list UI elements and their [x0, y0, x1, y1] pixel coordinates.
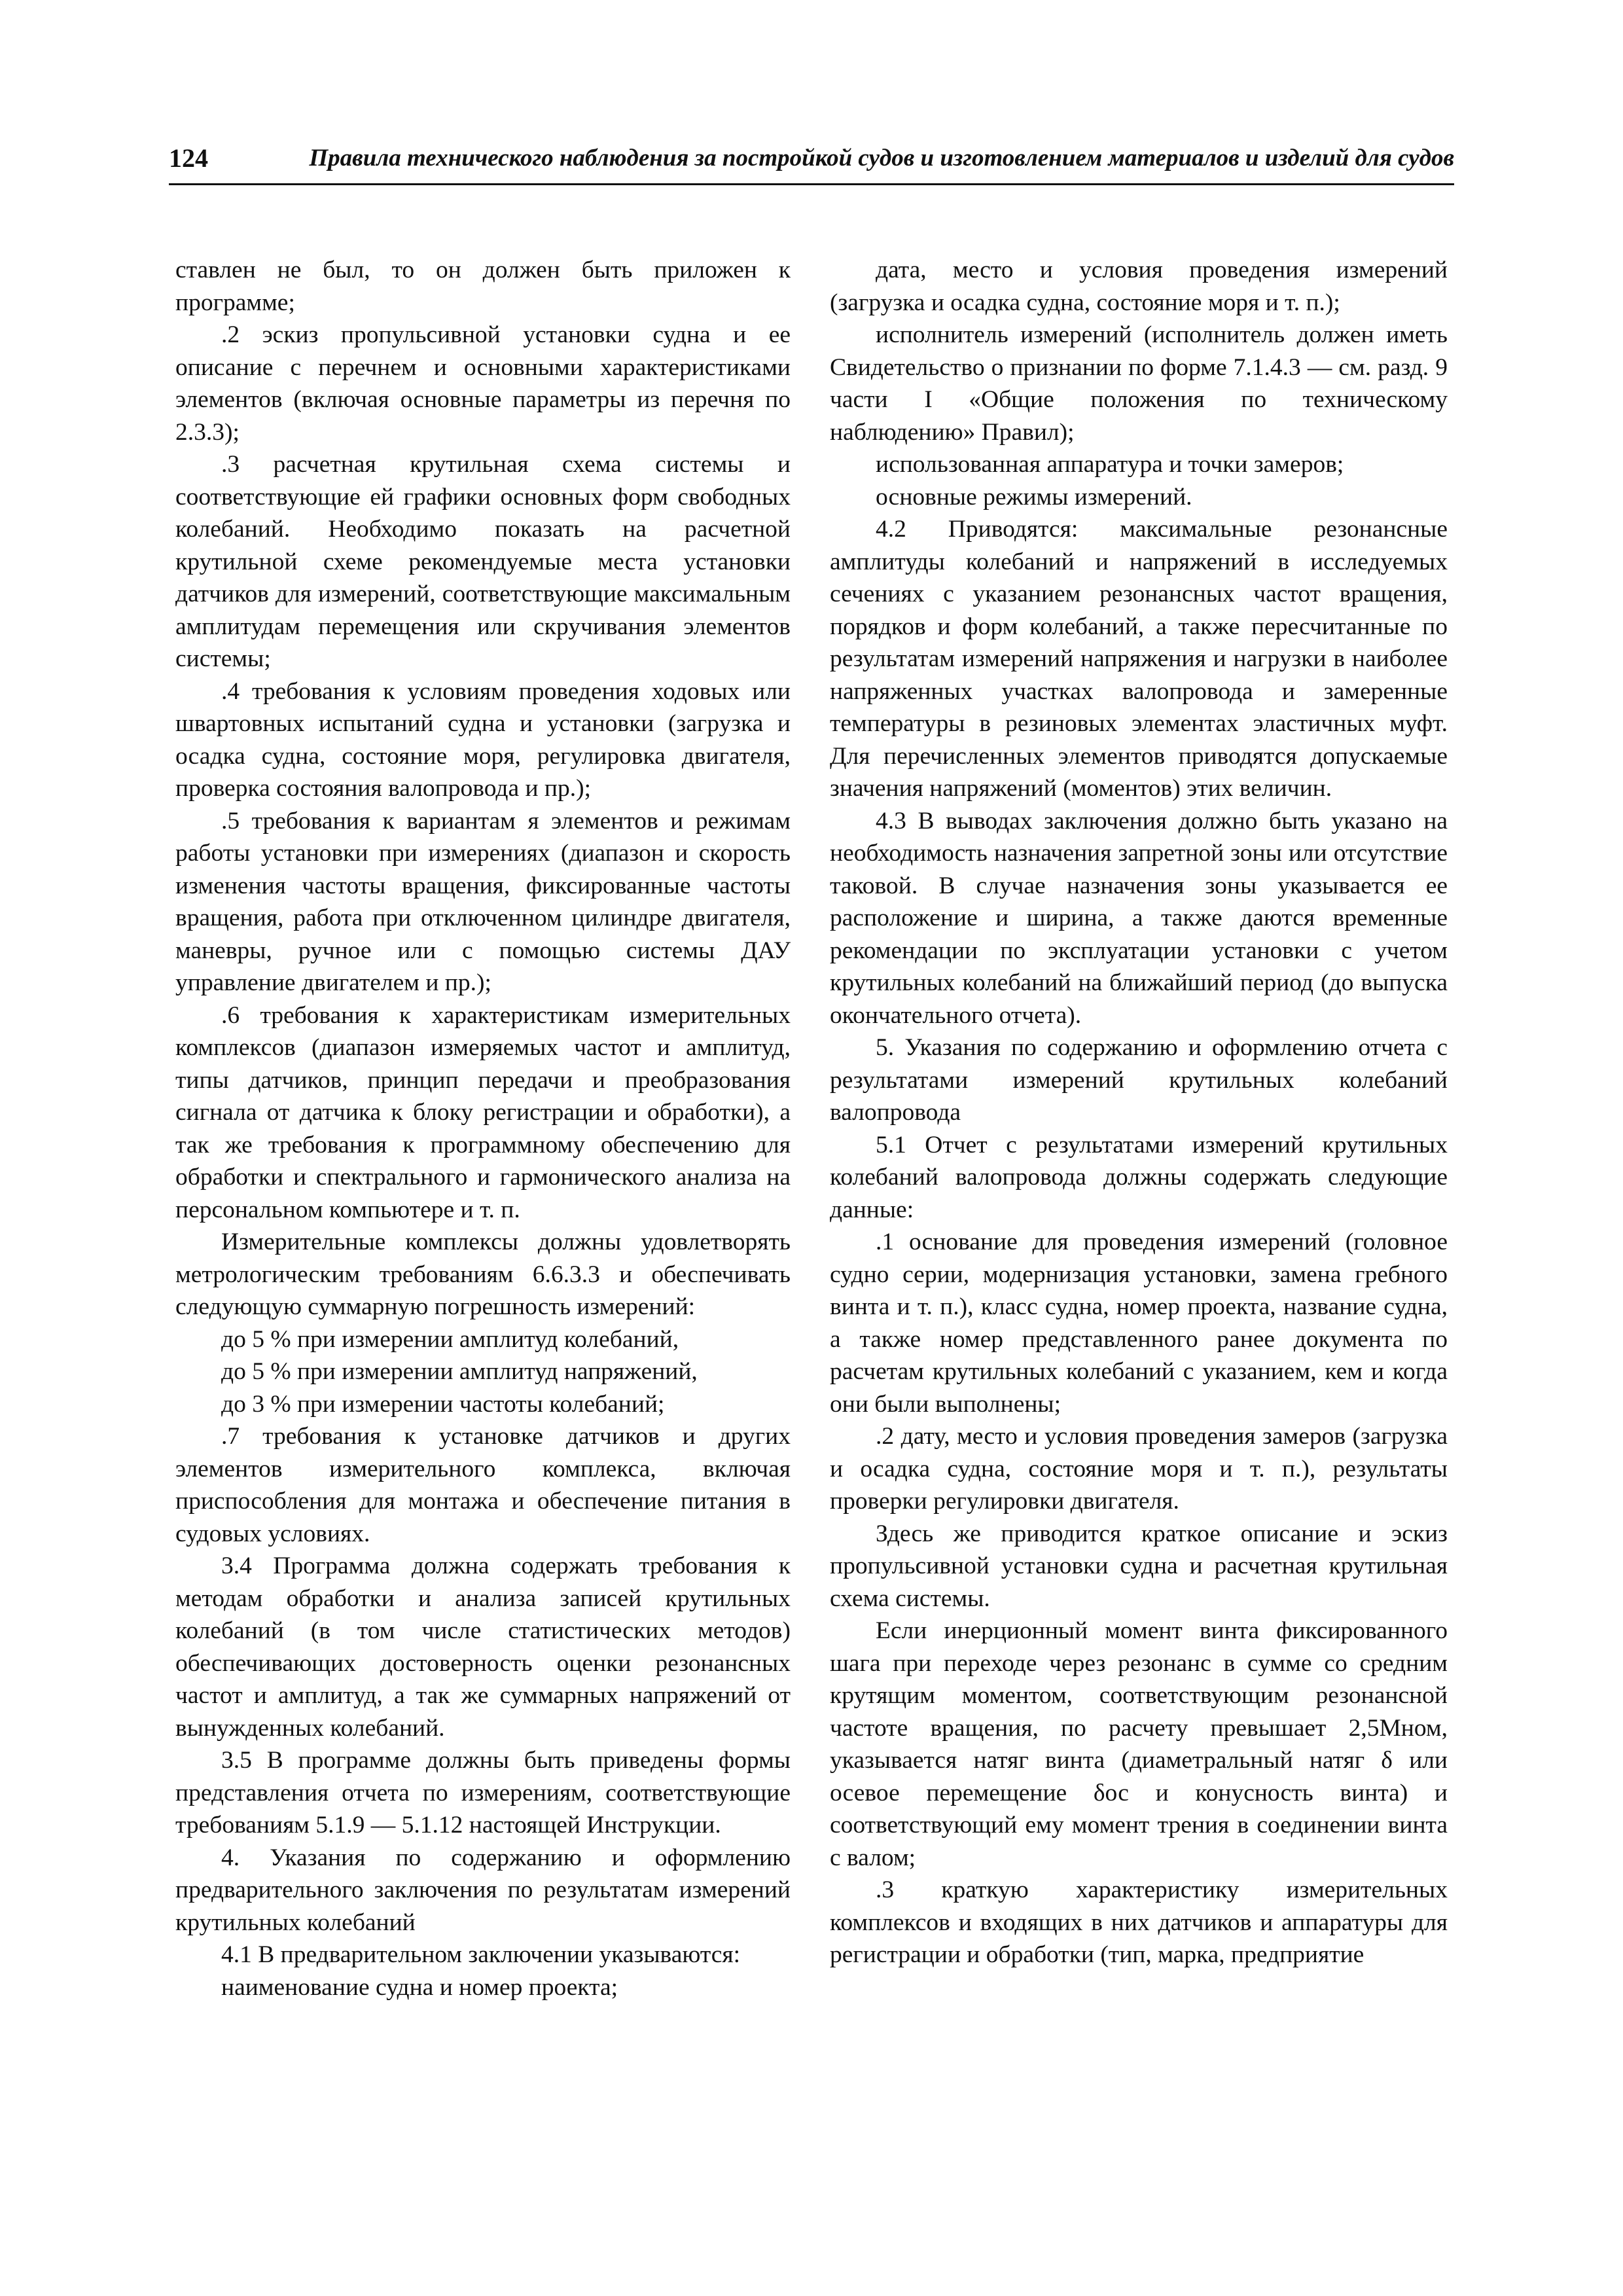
- running-title: Правила технического наблюдения за постройкой судов и изготовлением материалов и изделий для судов: [309, 145, 1454, 171]
- paragraph: наименование судна и номер проекта;: [221, 1973, 618, 2001]
- paragraph: Измерительные комплексы должны удовлетворять метрологическим требованиям 6.6.3.3 и обеспечивать следующую суммарную погрешность измерений:: [175, 1229, 791, 1320]
- paragraph: Если инерционный момент винта фиксированного шага при переходе через резонанс в сумме со средним крутящим моментом, соответствующим резонансной частоте вращения, по расчету превышает 2,5Mном, указывается натяг винта (диаметральный натяг δ или осевое перемещение δос и конусность винта) и соответствующий ему момент трения в соединении винта с валом;: [830, 1617, 1448, 1871]
- page-header: [169, 137, 1454, 185]
- paragraph: 4.3 В выводах заключения должно быть указано на необходимость назначения запретной зоны или отсутствие таковой. В случае назначения зоны указывается ее расположение и ширина, а также даются временные рекомендации по эксплуатации установки с учетом крутильных колебаний на ближайший период (до выпуска окончательного отчета).: [830, 807, 1448, 1029]
- paragraph: 4.2 Приводятся: максимальные резонансные амплитуды колебаний и напряжений в исследуемых сечениях с указанием резонансных частот вращения, порядков и форм колебаний, а также пересчитанные по результатам измерений напряжения и нагрузки в наиболее напряженных участках валопровода и замеренные температуры в резиновых элементах эластичных муфт. Для перечисленных элементов приводятся допускаемые значения напряжений (моментов) этих величин.: [830, 516, 1448, 802]
- right-column: [830, 254, 1448, 1971]
- paragraph: .6 требования к характеристикам измерительных комплексов (диапазон измеряемых частот и амплитуд, типы датчиков, принцип передачи и преобразования сигнала от датчика к блоку регистрации и обработки), а так же требования к программному обеспечению для обработки и спектрального и гармонического анализа на персональном компьютере и т. п.: [175, 1001, 791, 1223]
- paragraph: до 5 % при измерении амплитуд колебаний,: [221, 1325, 679, 1353]
- page-number: 124: [169, 143, 208, 173]
- paragraph: до 5 % при измерении амплитуд напряжений,: [221, 1358, 698, 1385]
- paragraph: Здесь же приводится краткое описание и эскиз пропульсивной установки судна и расчетная крутильная схема системы.: [830, 1520, 1448, 1612]
- paragraph: 5.1 Отчет с результатами измерений крутильных колебаний валопровода должны содержать следующие данные:: [830, 1131, 1448, 1223]
- paragraph: .5 требования к вариантам я элементов и режимам работы установки при измерениях (диапазон и скорость изменения частоты вращения, фиксированные частоты вращения, работа при отключенном цилиндре двигателя, маневры, ручное или с помощью системы ДАУ управление двигателем и пр.);: [175, 807, 791, 996]
- paragraph: 4.1 В предварительном заключении указываются:: [221, 1941, 741, 1968]
- paragraph: .3 краткую характеристику измерительных комплексов и входящих в них датчиков и аппаратуры для регистрации и обработки (тип, марка, предприятие: [830, 1876, 1448, 1968]
- paragraph: до 3 % при измерении частоты колебаний;: [221, 1390, 665, 1418]
- paragraph: ставлен не был, то он должен быть приложен к программе;: [175, 257, 791, 316]
- paragraph: 4. Указания по содержанию и оформлению предварительного заключения по результатам измерений крутильных колебаний: [175, 1844, 791, 1936]
- paragraph: .2 дату, место и условия проведения замеров (загрузка и осадка судна, состояние моря и т. п.), результаты проверки регулировки двигателя.: [830, 1423, 1448, 1515]
- paragraph: 3.4 Программа должна содержать требования к методам обработки и анализа записей крутильных колебаний (в том числе статистических методов) обеспечивающих достоверность оценки резонансных частот и амплитуд, а так же суммарных напряжений от вынужденных колебаний.: [175, 1552, 791, 1742]
- left-column: [175, 254, 791, 2003]
- paragraph: 5. Указания по содержанию и оформлению отчета с результатами измерений крутильных колебаний валопровода: [830, 1034, 1448, 1126]
- paragraph: .7 требования к установке датчиков и других элементов измерительного комплекса, включая приспособления для монтажа и обеспечение питания в судовых условиях.: [175, 1423, 791, 1547]
- paragraph: основные режимы измерений.: [876, 483, 1192, 511]
- paragraph: использованная аппаратура и точки замеров;: [876, 451, 1344, 478]
- paragraph: .2 эскиз пропульсивной установки судна и ее описание с перечнем и основными характеристиками элементов (включая основные параметры из перечня по 2.3.3);: [175, 321, 791, 446]
- paragraph: .1 основание для проведения измерений (головное судно серии, модернизация установки, замена гребного винта и т. п.), класс судна, номер проекта, название судна, а также номер представленного ранее документа по расчетам крутильных колебаний с указанием, кем и когда они были выполнены;: [830, 1229, 1448, 1418]
- paragraph: 3.5 В программе должны быть приведены формы представления отчета по измерениям, соответствующие требованиям 5.1.9 — 5.1.12 настоящей Инструкции.: [175, 1747, 791, 1839]
- paragraph: .4 требования к условиям проведения ходовых или швартовных испытаний судна и установки (загрузка и осадка судна, состояние моря, регулировка двигателя, проверка состояния валопровода и пр.);: [175, 677, 791, 802]
- paragraph: дата, место и условия проведения измерений (загрузка и осадка судна, состояние моря и т. п.);: [830, 257, 1448, 316]
- paragraph: .3 расчетная крутильная схема системы и соответствующие ей графики основных форм свободных колебаний. Необходимо показать на расчетной крутильной схеме рекомендуемые места установки датчиков для измерений, соответствующие максимальным амплитудам перемещения или скручивания элементов системы;: [175, 451, 791, 672]
- paragraph: исполнитель измерений (исполнитель должен иметь Свидетельство о признании по форме 7.1.4.3 — см. разд. 9 части I «Общие положения по техническому наблюдению» Правил);: [830, 321, 1448, 446]
